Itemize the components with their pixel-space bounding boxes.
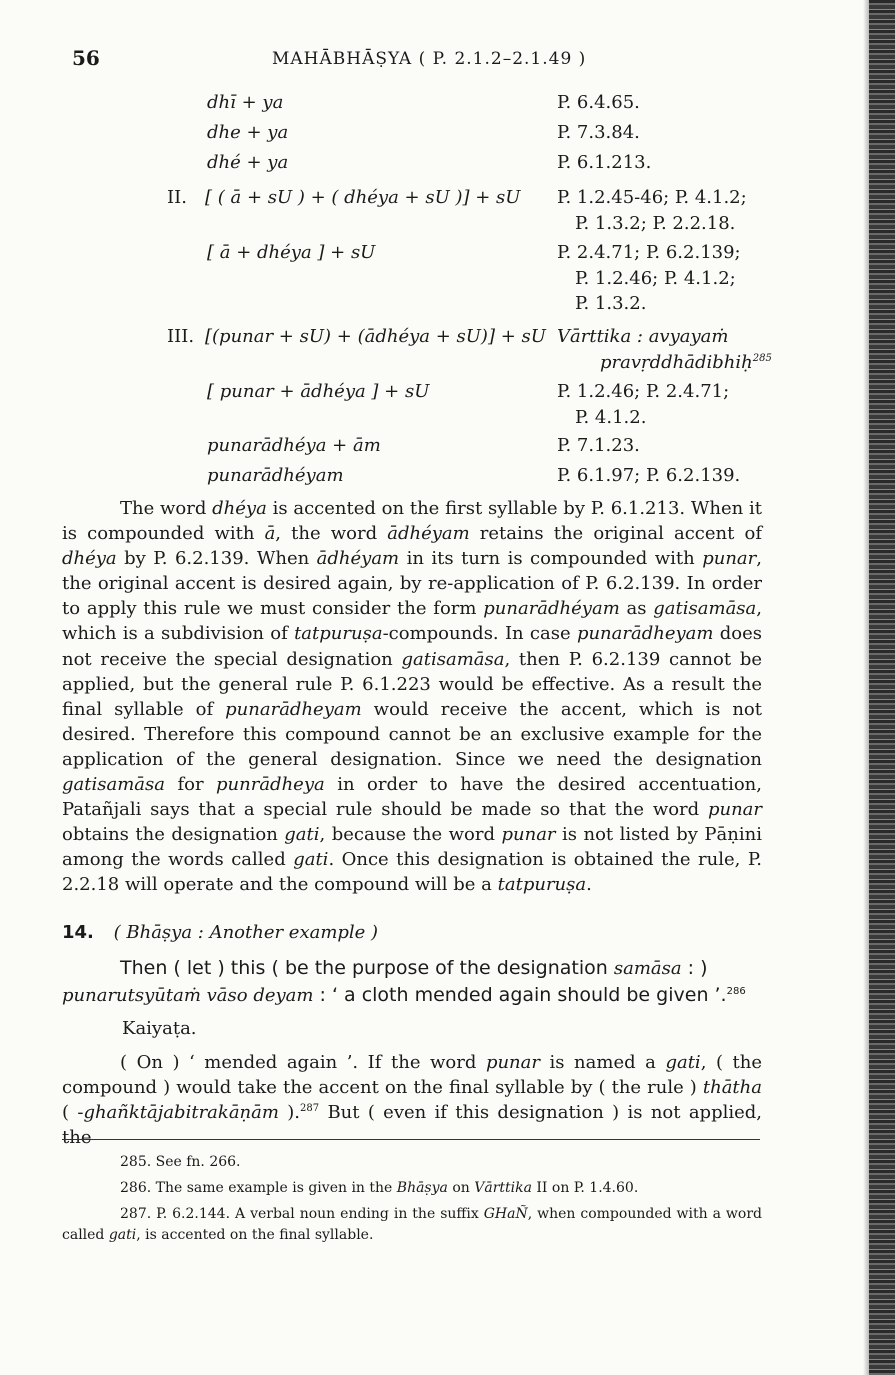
footnote-marker: 285 [752, 352, 772, 364]
footnote: 286. The same example is given in the Bhāṣya on Vārttika II on P. 1.4.60. [120, 1180, 639, 1196]
derivation-step-label: II. [167, 187, 187, 208]
derivation-expression: dhe + ya [207, 122, 289, 143]
kaiyata-heading: Kaiyaṭa. [122, 1018, 197, 1039]
derivation-step-label: III. [167, 326, 195, 347]
section-number: 14. [62, 922, 94, 943]
derivation-reference: P. 7.1.23. [557, 435, 640, 456]
footnote: 287. P. 6.2.144. A verbal noun ending in the suffix GHaÑ, when compounded with a word called gati, is accented on the final syllable. [62, 1206, 762, 1243]
derivation-reference: P. 6.1.213. [557, 152, 652, 173]
commentary-paragraph: The word dhéya is accented on the first syllable by P. 6.1.213. When it is compounded with ā, the word ādhéyam retains the original accent of dhéya by P. 6.2.139. When ādhéyam in its turn is compounded with punar, the original accent is desired again, by re-application of P. 6.2.139. In order to apply this rule we must consider the form punarādhéyam as gatisamāsa, which is a subdivision of tatpuruṣa-compounds. In case punarādheyam does not receive the special designation gatisamāsa, then P. 6.2.139 cannot be applied, but the general rule P. 6.1.223 would be effective. As a result the final syllable of punarādheyam would receive the accent, which is not desired. Therefore this compound cannot be an exclusive example for the application of the general designation. Since we need the designation gatisamāsa for punrādheya in order to have the desired accentuation, Patañjali says that a special rule should be made so that the word punar obtains the designation gati, because the word punar is not listed by Pāṇini among the words called gati. Once this designation is obtained the rule, P. 2.2.18 will operate and the compound will be a tatpuruṣa. [62, 498, 763, 896]
derivation-reference: P. 6.4.65. [557, 92, 640, 113]
derivation-reference: P. 1.2.45-46; P. 4.1.2; [557, 187, 747, 208]
derivation-expression: punarādhéya + ām [207, 435, 381, 456]
section-label: ( Bhāṣya : Another example ) [113, 922, 379, 943]
derivation-expression: [(punar + sU) + (ādhéya + sU)] + sU [205, 326, 546, 347]
footnote: 285. See fn. 266. [120, 1154, 241, 1170]
derivation-reference: P. 7.3.84. [557, 122, 640, 143]
derivation-reference: P. 1.3.2. [575, 293, 647, 314]
derivation-expression: [ ( ā + sU ) + ( dhéya + sU )] + sU [205, 187, 521, 208]
page-edge-gradient [863, 0, 869, 1375]
translation-paragraph: Then ( let ) this ( be the purpose of the designation samāsa : ) punarutsyūtaṁ vāso deyam : ‘ a cloth mended again should be given ’.$^{286}$ [62, 957, 746, 1006]
derivation-expression: dhī + ya [207, 92, 284, 113]
section-heading [62, 922, 378, 943]
derivation-reference: P. 1.3.2; P. 2.2.18. [575, 212, 736, 234]
derivation-expression: dhé + ya [207, 152, 289, 173]
derivation-reference: pravṛddhādibhiḥ$^{285}$ [600, 351, 772, 373]
derivation-reference: P. 2.4.71; P. 6.2.139; [557, 242, 741, 263]
derivation-reference: Vārttika : avyayaṁ [557, 326, 729, 347]
derivation-reference: P. 1.2.46; P. 2.4.71; [557, 381, 730, 402]
derivation-reference: P. 1.2.46; P. 4.1.2; [575, 267, 736, 289]
derivation-expression: punarādhéyam [207, 465, 344, 486]
derivation-expression: [ punar + ādhéya ] + sU [207, 381, 430, 402]
derivation-expression: [ ā + dhéya ] + sU [207, 242, 376, 263]
kaiyata-paragraph: ( On ) ‘ mended again ’. If the word punar is named a gati, ( the compound ) would take the accent on the final syllable by ( the rule ) thātha ( -ghañktājabitrakāṇām ).$^{287}$ But ( even if this designation ) is not applied, the [62, 1052, 763, 1149]
page-edge-shadow [869, 0, 895, 1375]
footnote-rule [62, 1139, 760, 1140]
derivation-reference: P. 6.1.97; P. 6.2.139. [557, 465, 741, 486]
derivation-reference: P. 4.1.2. [575, 406, 647, 428]
page-number: 56 [72, 46, 100, 70]
running-head: MAHĀBHĀṢYA ( P. 2.1.2–2.1.49 ) [272, 49, 587, 69]
